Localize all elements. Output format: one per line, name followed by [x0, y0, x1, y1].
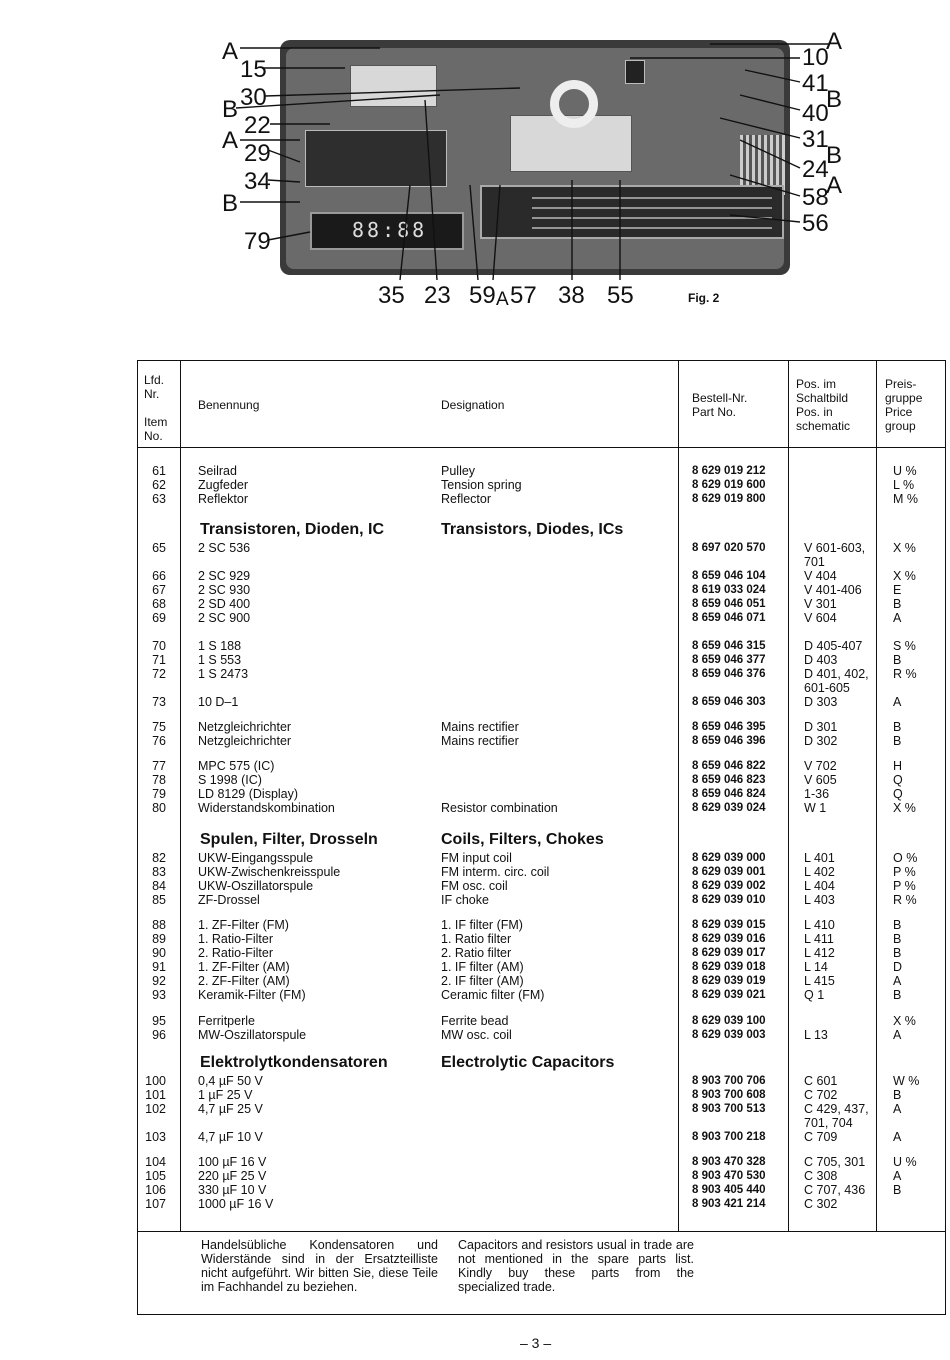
- item-number: 83: [152, 865, 166, 879]
- part-number: 8 903 700 706: [692, 1075, 766, 1087]
- item-number: 106: [145, 1183, 166, 1197]
- price-group: B: [893, 720, 902, 734]
- price-group: X %: [893, 541, 916, 555]
- callout-30: 30: [240, 84, 267, 111]
- price-group: L %: [893, 478, 915, 492]
- item-number: 73: [152, 695, 166, 709]
- item-number: 79: [152, 787, 166, 801]
- part-number: 8 659 046 823: [692, 774, 766, 786]
- part-number: 8 659 046 824: [692, 788, 766, 800]
- part-number: 8 659 046 104: [692, 570, 766, 582]
- schematic-position: D 301: [804, 720, 838, 734]
- price-group: B: [893, 1088, 902, 1102]
- part-number: 8 659 046 071: [692, 612, 766, 624]
- item-number: 61: [152, 464, 166, 478]
- price-group: W %: [893, 1074, 920, 1088]
- price-group: A: [893, 1130, 902, 1144]
- price-group: Q: [893, 787, 903, 801]
- table-row: [138, 865, 945, 879]
- part-number: 8 629 039 021: [692, 989, 766, 1001]
- price-group: O %: [893, 851, 918, 865]
- table-row: [138, 734, 945, 748]
- callout-a: A: [222, 38, 239, 65]
- part-number: 8 629 039 100: [692, 1015, 766, 1027]
- table-row: [138, 667, 945, 681]
- schematic-position: V 605: [804, 773, 837, 787]
- price-group: M %: [893, 492, 918, 506]
- table-row: [138, 946, 945, 960]
- price-group: B: [893, 918, 902, 932]
- schematic-position: C 709: [804, 1130, 838, 1144]
- part-name-german: UKW-Eingangsspule: [198, 851, 314, 865]
- part-name-german: Ferritperle: [198, 1014, 255, 1028]
- table-row: [138, 918, 945, 932]
- price-group: B: [893, 597, 902, 611]
- schematic-position: V 301: [804, 597, 837, 611]
- page-number: – 3 –: [520, 1335, 552, 1351]
- part-number: 8 903 470 530: [692, 1170, 766, 1182]
- note-german: Handelsübliche Kondensatoren und Widerstände sind in der Ersatzteilliste nicht aufgeführt. Wir bitten Sie, diese Teile im Fachhandel zu beziehen.: [201, 1238, 438, 1294]
- part-number: 8 903 470 328: [692, 1156, 766, 1168]
- schematic-position: D 401, 402,: [804, 667, 869, 681]
- header-item-no: Lfd. Nr. Item No.: [144, 373, 168, 443]
- note-english: Capacitors and resistors usual in trade are not mentioned in the spare parts list. Kindly buy these parts from the specialized trade.: [458, 1238, 694, 1294]
- callout-38: 38: [558, 282, 585, 309]
- schematic-position: V 404: [804, 569, 837, 583]
- table-row: [138, 555, 945, 569]
- price-group: E: [893, 583, 902, 597]
- part-name-english: FM interm. circ. coil: [441, 865, 550, 879]
- item-number: 85: [152, 893, 166, 907]
- part-name-english: 1. IF filter (FM): [441, 918, 523, 932]
- item-number: 103: [145, 1130, 166, 1144]
- part-name-english: 2. Ratio filter: [441, 946, 512, 960]
- schematic-position: L 404: [804, 879, 835, 893]
- part-name-german: 2 SC 930: [198, 583, 251, 597]
- item-number: 70: [152, 639, 166, 653]
- price-group: X %: [893, 1014, 916, 1028]
- part-number: 8 629 039 017: [692, 947, 766, 959]
- item-number: 77: [152, 759, 166, 773]
- section-title-en: Electrolytic Capacitors: [441, 1054, 615, 1071]
- table-row: [138, 1116, 945, 1130]
- part-number: 8 629 039 024: [692, 802, 766, 814]
- part-number: 8 903 700 608: [692, 1089, 766, 1101]
- part-number: 8 903 700 218: [692, 1131, 766, 1143]
- part-name-german: UKW-Zwischenkreisspule: [198, 865, 341, 879]
- schematic-position: 701: [804, 555, 825, 569]
- schematic-position: C 705, 301: [804, 1155, 866, 1169]
- price-group: R %: [893, 893, 917, 907]
- part-number: 8 659 046 315: [692, 640, 766, 652]
- schematic-position: L 411: [804, 932, 834, 946]
- table-row: [138, 974, 945, 988]
- part-name-english: 1. Ratio filter: [441, 932, 512, 946]
- callout-a: A: [222, 127, 239, 154]
- display-digits: 88:88: [352, 218, 428, 242]
- price-group: B: [893, 1183, 902, 1197]
- part-name-german: 0,4 µF 50 V: [198, 1074, 263, 1088]
- schematic-position: W 1: [804, 801, 827, 815]
- part-number: 8 659 046 376: [692, 668, 766, 680]
- part-number: 8 629 039 002: [692, 880, 766, 892]
- schematic-position: 701, 704: [804, 1116, 853, 1130]
- item-number: 92: [152, 974, 166, 988]
- part-name-german: S 1998 (IC): [198, 773, 262, 787]
- callout-a: A: [826, 28, 843, 55]
- callout-56: 56: [802, 210, 829, 237]
- part-name-german: Netzgleichrichter: [198, 720, 292, 734]
- part-name-german: UKW-Oszillatorspule: [198, 879, 314, 893]
- part-number: 8 659 046 051: [692, 598, 766, 610]
- part-name-german: 10 D–1: [198, 695, 239, 709]
- schematic-position: C 429, 437,: [804, 1102, 869, 1116]
- schematic-position: 1-36: [804, 787, 830, 801]
- price-group: P %: [893, 865, 916, 879]
- header-pos: Pos. im Schaltbild Pos. in schematic: [796, 377, 851, 433]
- price-group: A: [893, 1028, 902, 1042]
- price-group: B: [893, 734, 902, 748]
- part-name-german: 4,7 µF 25 V: [198, 1102, 263, 1116]
- part-name-german: 1 S 188: [198, 639, 242, 653]
- schematic-position: L 403: [804, 893, 835, 907]
- table-row: [138, 960, 945, 974]
- part-number: 8 619 033 024: [692, 584, 766, 596]
- price-group: X %: [893, 569, 916, 583]
- price-group: A: [893, 611, 902, 625]
- item-number: 102: [145, 1102, 166, 1116]
- table-row: [138, 1074, 945, 1088]
- part-name-german: 2 SC 900: [198, 611, 251, 625]
- item-number: 72: [152, 667, 166, 681]
- price-group: A: [893, 1169, 902, 1183]
- table-row: [138, 720, 945, 734]
- part-number: 8 629 019 600: [692, 479, 766, 491]
- part-number: 8 629 019 800: [692, 493, 766, 505]
- price-group: U %: [893, 464, 917, 478]
- table-row: [138, 1130, 945, 1144]
- part-name-german: 1. ZF-Filter (FM): [198, 918, 289, 932]
- part-name-german: 1000 µF 16 V: [198, 1197, 274, 1211]
- section-title-de: Transistoren, Dioden, IC: [200, 521, 385, 538]
- item-number: 90: [152, 946, 166, 960]
- part-number: 8 629 039 015: [692, 919, 766, 931]
- table-row: [138, 1169, 945, 1183]
- table-row: [138, 583, 945, 597]
- price-group: P %: [893, 879, 916, 893]
- table-row: [138, 773, 945, 787]
- schematic-position: L 14: [804, 960, 828, 974]
- schematic-position: L 13: [804, 1028, 828, 1042]
- callout-35: 35: [378, 282, 405, 309]
- schematic-position: L 401: [804, 851, 835, 865]
- part-name-german: 330 µF 10 V: [198, 1183, 267, 1197]
- callout-34: 34: [244, 168, 271, 195]
- part-name-english: Reflector: [441, 492, 492, 506]
- price-group: H: [893, 759, 903, 773]
- item-number: 96: [152, 1028, 166, 1042]
- item-number: 62: [152, 478, 166, 492]
- part-name-german: Widerstandskombination: [198, 801, 335, 815]
- item-number: 66: [152, 569, 166, 583]
- table-row: [138, 851, 945, 865]
- header-price-group: Preis- gruppe Price group: [885, 377, 923, 433]
- schematic-position: L 402: [804, 865, 835, 879]
- item-number: 68: [152, 597, 166, 611]
- item-number: 65: [152, 541, 166, 555]
- item-number: 89: [152, 932, 166, 946]
- part-name-english: MW osc. coil: [441, 1028, 512, 1042]
- table-row: [138, 1088, 945, 1102]
- part-name-german: 1. ZF-Filter (AM): [198, 960, 290, 974]
- callout-10: 10: [802, 44, 829, 71]
- table-row: [138, 1197, 945, 1211]
- part-name-english: Ferrite bead: [441, 1014, 509, 1028]
- part-name-german: 1 µF 25 V: [198, 1088, 253, 1102]
- footer-rule: [138, 1231, 945, 1232]
- item-number: 67: [152, 583, 166, 597]
- table-row: [138, 611, 945, 625]
- item-number: 105: [145, 1169, 166, 1183]
- schematic-position: C 707, 436: [804, 1183, 866, 1197]
- price-group: A: [893, 1102, 902, 1116]
- table-row: [138, 759, 945, 773]
- part-name-english: Resistor combination: [441, 801, 558, 815]
- part-name-english: 1. IF filter (AM): [441, 960, 524, 974]
- part-name-german: 2. Ratio-Filter: [198, 946, 274, 960]
- part-number: 8 659 046 395: [692, 721, 766, 733]
- part-name-german: Reflektor: [198, 492, 249, 506]
- header-rule: [138, 447, 945, 448]
- part-name-german: 100 µF 16 V: [198, 1155, 267, 1169]
- table-row: [138, 787, 945, 801]
- table-row: [138, 1014, 945, 1028]
- section-title-en: Coils, Filters, Chokes: [441, 831, 604, 848]
- item-number: 101: [145, 1088, 166, 1102]
- header-part-no: Bestell-Nr. Part No.: [692, 391, 748, 419]
- price-group: B: [893, 932, 902, 946]
- table-row: [138, 695, 945, 709]
- item-number: 88: [152, 918, 166, 932]
- schematic-position: L 410: [804, 918, 835, 932]
- part-name-german: Netzgleichrichter: [198, 734, 292, 748]
- item-number: 78: [152, 773, 166, 787]
- schematic-position: D 403: [804, 653, 838, 667]
- part-number: 8 629 039 018: [692, 961, 766, 973]
- item-number: 100: [145, 1074, 166, 1088]
- part-number: 8 903 421 214: [692, 1198, 766, 1210]
- table-row: [138, 1155, 945, 1169]
- price-group: B: [893, 988, 902, 1002]
- price-group: A: [893, 695, 902, 709]
- item-number: 104: [145, 1155, 166, 1169]
- table-row: [138, 801, 945, 815]
- part-name-german: 1 S 553: [198, 653, 242, 667]
- part-name-german: 2 SC 536: [198, 541, 251, 555]
- price-group: D: [893, 960, 903, 974]
- part-number: 8 629 039 016: [692, 933, 766, 945]
- item-number: 84: [152, 879, 166, 893]
- table-row: [138, 478, 945, 492]
- part-name-german: 2 SC 929: [198, 569, 251, 583]
- schematic-position: C 308: [804, 1169, 838, 1183]
- table-row: [138, 569, 945, 583]
- schematic-position: D 303: [804, 695, 838, 709]
- schematic-position: L 412: [804, 946, 835, 960]
- part-name-english: FM osc. coil: [441, 879, 508, 893]
- callout-24: 24: [802, 156, 829, 183]
- table-row: [138, 932, 945, 946]
- part-name-english: Ceramic filter (FM): [441, 988, 545, 1002]
- callout-29: 29: [244, 140, 271, 167]
- item-number: 71: [152, 653, 166, 667]
- section-title-de: Elektrolytkondensatoren: [200, 1054, 388, 1071]
- schematic-position: C 601: [804, 1074, 838, 1088]
- callout-b: B: [222, 96, 239, 123]
- part-number: 8 903 700 513: [692, 1103, 766, 1115]
- price-group: B: [893, 946, 902, 960]
- part-name-german: Keramik-Filter (FM): [198, 988, 306, 1002]
- table-row: [138, 893, 945, 907]
- part-number: 8 903 405 440: [692, 1184, 766, 1196]
- header-designation: Designation: [441, 398, 505, 412]
- part-number: 8 659 046 822: [692, 760, 766, 772]
- part-number: 8 629 039 001: [692, 866, 766, 878]
- price-group: R %: [893, 667, 917, 681]
- table-row: [138, 1028, 945, 1042]
- part-name-german: 2 SD 400: [198, 597, 251, 611]
- item-number: 82: [152, 851, 166, 865]
- schematic-position: 601-605: [804, 681, 850, 695]
- callout-59: 59: [469, 282, 496, 309]
- figure-caption: Fig. 2: [688, 291, 720, 305]
- part-name-german: ZF-Drossel: [198, 893, 260, 907]
- part-name-english: 2. IF filter (AM): [441, 974, 524, 988]
- schematic-position: C 302: [804, 1197, 838, 1211]
- schematic-position: Q 1: [804, 988, 825, 1002]
- item-number: 93: [152, 988, 166, 1002]
- callout-15: 15: [240, 56, 267, 83]
- item-number: 107: [145, 1197, 166, 1211]
- part-name-german: 1. Ratio-Filter: [198, 932, 274, 946]
- table-row: [138, 597, 945, 611]
- table-row: [138, 492, 945, 506]
- item-number: 80: [152, 801, 166, 815]
- section-title-de: Spulen, Filter, Drosseln: [200, 831, 378, 848]
- part-name-german: LD 8129 (Display): [198, 787, 299, 801]
- part-name-german: MW-Oszillatorspule: [198, 1028, 307, 1042]
- callout-57: 57: [510, 282, 537, 309]
- callout-b: B: [826, 86, 843, 113]
- table-row: [138, 464, 945, 478]
- callout-40: 40: [802, 100, 829, 127]
- schematic-position: L 415: [804, 974, 835, 988]
- table-row: [138, 879, 945, 893]
- section-title-en: Transistors, Diodes, ICs: [441, 521, 624, 538]
- part-name-german: Zugfeder: [198, 478, 249, 492]
- item-number: 76: [152, 734, 166, 748]
- table-row: [138, 1102, 945, 1116]
- schematic-position: V 401-406: [804, 583, 862, 597]
- part-name-english: Pulley: [441, 464, 476, 478]
- schematic-position: C 702: [804, 1088, 838, 1102]
- schematic-position: D 405-407: [804, 639, 863, 653]
- schematic-position: V 601-603,: [804, 541, 866, 555]
- part-number: 8 629 039 003: [692, 1029, 766, 1041]
- price-group: S %: [893, 639, 916, 653]
- item-number: 75: [152, 720, 166, 734]
- table-row: [138, 541, 945, 555]
- part-name-english: Mains rectifier: [441, 734, 519, 748]
- item-number: 63: [152, 492, 166, 506]
- part-name-german: 1 S 2473: [198, 667, 249, 681]
- price-group: Q: [893, 773, 903, 787]
- callout-55: 55: [607, 282, 634, 309]
- part-number: 8 659 046 303: [692, 696, 766, 708]
- schematic-position: V 702: [804, 759, 837, 773]
- price-group: B: [893, 653, 902, 667]
- callout-b: B: [222, 190, 239, 217]
- callout-a: A: [826, 172, 843, 199]
- part-number: 8 659 046 396: [692, 735, 766, 747]
- part-number: 8 697 020 570: [692, 542, 766, 554]
- table-row: [138, 681, 945, 695]
- parts-table: [137, 360, 946, 1315]
- part-name-german: 220 µF 25 V: [198, 1169, 267, 1183]
- part-name-german: MPC 575 (IC): [198, 759, 275, 773]
- table-row: [138, 1183, 945, 1197]
- callout-79: 79: [244, 228, 271, 255]
- part-name-english: Tension spring: [441, 478, 522, 492]
- part-name-german: Seilrad: [198, 464, 237, 478]
- table-row: [138, 639, 945, 653]
- table-row: [138, 988, 945, 1002]
- price-group: X %: [893, 801, 916, 815]
- callout-41: 41: [802, 70, 829, 97]
- part-number: 8 629 039 019: [692, 975, 766, 987]
- callout-b: B: [826, 142, 843, 169]
- price-group: U %: [893, 1155, 917, 1169]
- callout-a: A: [496, 289, 509, 310]
- part-name-english: FM input coil: [441, 851, 512, 865]
- callout-58: 58: [802, 184, 829, 211]
- schematic-position: V 604: [804, 611, 837, 625]
- part-name-german: 4,7 µF 10 V: [198, 1130, 263, 1144]
- part-number: 8 629 019 212: [692, 465, 766, 477]
- callout-31: 31: [802, 126, 829, 153]
- part-number: 8 629 039 010: [692, 894, 766, 906]
- schematic-position: D 302: [804, 734, 838, 748]
- callout-22: 22: [244, 112, 271, 139]
- item-number: 91: [152, 960, 166, 974]
- part-name-english: Mains rectifier: [441, 720, 519, 734]
- part-name-german: 2. ZF-Filter (AM): [198, 974, 290, 988]
- part-name-english: IF choke: [441, 893, 489, 907]
- part-number: 8 629 039 000: [692, 852, 766, 864]
- callout-23: 23: [424, 282, 451, 309]
- header-benennung: Benennung: [198, 398, 260, 412]
- item-number: 95: [152, 1014, 166, 1028]
- price-group: A: [893, 974, 902, 988]
- item-number: 69: [152, 611, 166, 625]
- part-number: 8 659 046 377: [692, 654, 766, 666]
- table-row: [138, 653, 945, 667]
